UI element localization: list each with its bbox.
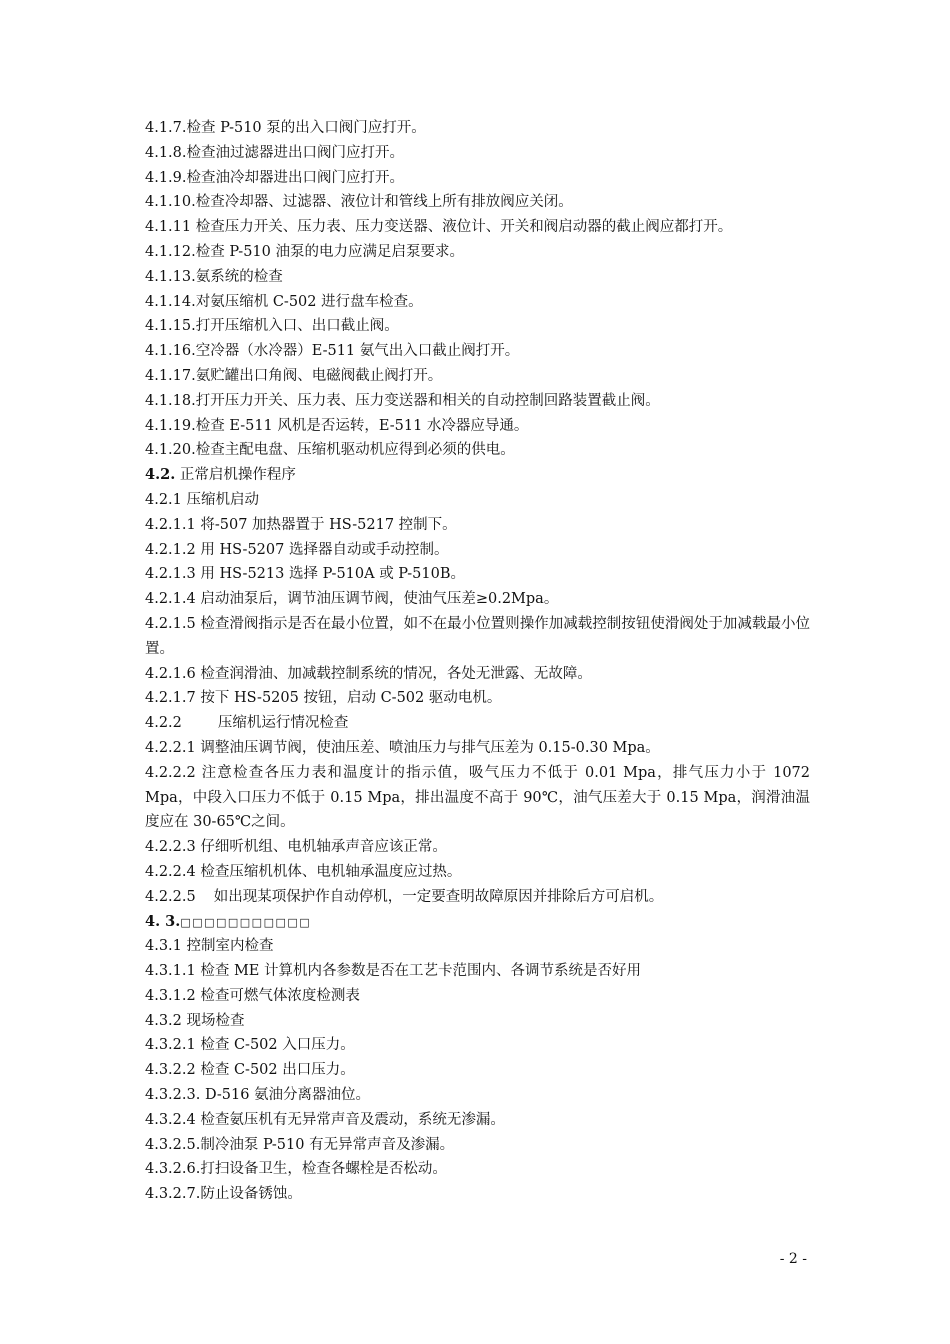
text-line: 4.3.2.4 检查氨压机有无异常声音及震动，系统无渗漏。 xyxy=(145,1111,505,1128)
page-number: - 2 - xyxy=(779,1251,807,1267)
text-line: 4.3.2.5.制冷油泵 P-510 有无异常声音及渗漏。 xyxy=(145,1136,455,1153)
text-line: 4.2.1 压缩机启动 xyxy=(145,491,260,508)
text-line: 4.3.1 控制室内检查 xyxy=(145,938,274,955)
text-line: 4.1.18.打开压力开关、压力表、压力变送器和相关的自动控制回路装置截止阀。 xyxy=(145,392,660,409)
text-line: 4.3.2.6.打扫设备卫生，检查各螺栓是否松动。 xyxy=(145,1161,447,1178)
paragraph-4-2-2-2: 4.2.2.2 注意检查各压力表和温度计的指示值，吸气压力不低于 0.01 Mpa，排气压力小于 1072 Mpa，中段入口压力不低于 0.15 Mpa，排出温度不高于 90℃，油气压差大于 0.15 Mpa，润滑油温度应在 30-65℃之间。 xyxy=(145,764,810,831)
text-line: 4.1.7.检查 P-510 泵的出入口阀门应打开。 xyxy=(145,120,426,136)
text-line: 4.1.17.氨贮罐出口角阀、电磁阀截止阀打开。 xyxy=(145,367,443,384)
text-line: 4.2.1.2 用 HS-5207 选择器自动或手动控制。 xyxy=(145,541,449,558)
text-line: 4.2.1.1 将-507 加热器置于 HS-5217 控制下。 xyxy=(145,516,457,533)
text-line: 4.2.1.7 按下 HS-5205 按钮，启动 C-502 驱动电机。 xyxy=(145,690,502,707)
text-line: 4.3.2.3. D-516 氨油分离器油位。 xyxy=(145,1087,371,1104)
text-line: 4.1.14.对氨压缩机 C-502 进行盘车检查。 xyxy=(145,293,423,310)
text-line: 4.3.2.7.防止设备锈蚀。 xyxy=(145,1186,302,1203)
text-line: 4.2.2.3 仔细听机组、电机轴承声音应该正常。 xyxy=(145,839,447,856)
text-line: 4.1.12.检查 P-510 油泵的电力应满足启泵要求。 xyxy=(145,243,464,260)
section-title: 压缩机运行情况检查 xyxy=(217,715,349,732)
text-line: 4.3.2.1 检查 C-502 入口压力。 xyxy=(145,1037,355,1054)
text-line: 4.1.9.检查油冷却器进出口阀门应打开。 xyxy=(145,169,405,186)
text-line: 4.1.19.检查 E-511 风机是否运转，E-511 水冷器应导通。 xyxy=(145,417,529,434)
text-line: 4.1.10.检查冷却器、过滤器、液位计和管线上所有排放阀应关闭。 xyxy=(145,194,573,211)
text-line: 4.3.1.2 检查可燃气体浓度检测表 xyxy=(145,987,360,1004)
text-line: 4.2.1.3 用 HS-5213 选择 P-510A 或 P-510B。 xyxy=(145,566,465,583)
text-line: 4.1.13.氨系统的检查 xyxy=(145,268,283,285)
section-number: 4.2. xyxy=(145,466,176,484)
section-number: 4.2.2 xyxy=(145,715,182,732)
text-line: 4.3.2 现场检查 xyxy=(145,1012,245,1029)
section-title-garbled: □□□□□□□□□□□ xyxy=(180,915,312,929)
text-line: 4.3.1.1 检查 ME 计算机内各参数是否在工艺卡范围内、各调节系统是否好用 xyxy=(145,963,641,980)
text-line: 4.2.1.4 启动油泵后，调节油压调节阀，使油气压差≥0.2Mpa。 xyxy=(145,591,559,608)
text-line: 4.1.8.检查油过滤器进出口阀门应打开。 xyxy=(145,144,405,161)
text-line: 4.2.2.4 检查压缩机机体、电机轴承温度应过热。 xyxy=(145,863,462,880)
section-title: 正常启机操作程序 xyxy=(179,467,296,484)
section-heading-4-2 xyxy=(145,463,810,488)
text-line: 4.3.2.2 检查 C-502 出口压力。 xyxy=(145,1062,355,1079)
item-number: 4.2.2.5 xyxy=(145,888,196,905)
section-heading-4-3 xyxy=(145,910,810,935)
text-line: 4.2.1.6 检查润滑油、加减载控制系统的情况，各处无泄露、无故障。 xyxy=(145,665,592,682)
text-line: 4.1.15.打开压缩机入口、出口截止阀。 xyxy=(145,318,399,335)
document-body xyxy=(145,116,810,1207)
text-line: 4.1.20.检查主配电盘、压缩机驱动机应得到必须的供电。 xyxy=(145,442,515,459)
section-number: 4. 3. xyxy=(145,912,181,930)
section-heading-4-2-2 xyxy=(145,711,810,736)
text-line: 4.1.16.空冷器（水冷器）E-511 氨气出入口截止阀打开。 xyxy=(145,343,520,360)
item-text: 如出现某项保护作自动停机，一定要查明故障原因并排除后方可启机。 xyxy=(213,888,664,905)
text-line-4-2-2-5 xyxy=(145,885,810,910)
text-line: 4.2.2.1 调整油压调节阀，使油压差、喷油压力与排气压差为 0.15-0.30 Mpa。 xyxy=(145,739,660,756)
text-line: 4.1.11 检查压力开关、压力表、压力变送器、液位计、开关和阀启动器的截止阀应都打开。 xyxy=(145,219,733,236)
paragraph-4-2-1-5: 4.2.1.5 检查滑阀指示是否在最小位置，如不在最小位置则操作加减载控制按钮使滑阀处于加减载最小位置。 xyxy=(145,615,810,657)
